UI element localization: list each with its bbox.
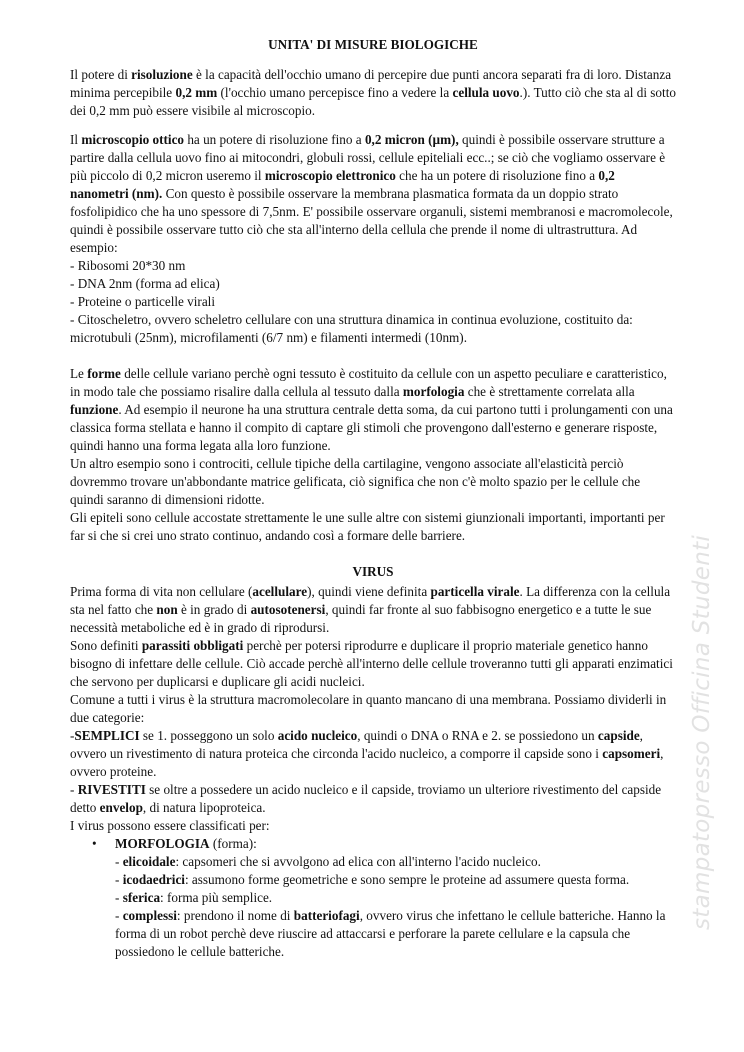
text-run: VIRUS: [352, 564, 394, 579]
paragraph: [70, 637, 676, 691]
paragraph: [70, 691, 676, 727]
text-run: è la capacità dell'occhio umano di percepire due punti ancora separati fra di loro. Distanza minima percepibile: [70, 67, 672, 100]
text-run: -: [70, 782, 78, 797]
text-run: -: [115, 872, 123, 887]
bold-text: autosotenersi: [250, 602, 326, 617]
spacer: [70, 347, 676, 365]
text-run: Il: [70, 132, 82, 147]
paragraph: [70, 131, 676, 257]
text-run: (forma):: [209, 836, 257, 851]
paragraph: [70, 889, 676, 907]
section-heading: [70, 563, 676, 581]
bold-text: acellulare: [252, 584, 308, 599]
text-run: , ovvero virus che infettano le cellule batteriche. Hanno la forma di un robot perchè deve riuscire ad attaccarsi e perforare la parete cellulare e la capsula che possiedono le cellule batteriche.: [115, 908, 666, 959]
watermark: stampatopresso Officina Studenti: [689, 534, 715, 930]
text-run: : capsomeri che si avvolgono ad elica con all'interno l'acido nucleico.: [175, 854, 541, 869]
text-run: Prima forma di vita non cellulare (: [70, 584, 253, 599]
bold-text: non: [156, 602, 178, 617]
text-run: Sono definiti: [70, 638, 142, 653]
text-run: se 1. posseggono un solo: [139, 728, 278, 743]
bold-text: parassiti obbligati: [141, 638, 244, 653]
text-run: , ovvero un rivestimento di natura proteica che circonda l'acido nucleico, a comporre il capside sono i: [70, 728, 643, 761]
bold-text: envelop: [99, 800, 143, 815]
bold-text: sferica: [122, 890, 161, 905]
text-run: -: [70, 728, 75, 743]
bold-text: risoluzione: [131, 67, 193, 82]
text-run: : prendono il nome di: [176, 908, 294, 923]
text-run: perchè per potersi riprodurre e duplicare il proprio materiale genetico hanno bisogno di infettare delle cellule. Ciò accade perchè all'interno delle cellule troveranno tutti gli apparati enzimatici che servono per duplicarsi e duplicare gli acidi nucleici.: [70, 638, 673, 689]
text-run: , di natura lipoproteica.: [142, 800, 266, 815]
bold-text: batteriofagi: [293, 908, 360, 923]
paragraph: [70, 293, 676, 311]
bold-text: acido nucleico: [277, 728, 358, 743]
bold-text: 0,2 mm: [175, 85, 218, 100]
paragraph: [70, 311, 676, 347]
text-run: . La differenza con la cellula sta nel fatto che: [70, 584, 671, 617]
bold-text: SEMPLICI: [74, 728, 140, 743]
text-run: ha un potere di risoluzione fino a: [184, 132, 365, 147]
bold-text: MORFOLOGIA: [115, 836, 210, 851]
bold-text: forme: [87, 366, 121, 381]
text-run: - DNA 2nm (forma ad elica): [70, 276, 220, 291]
paragraph: [70, 727, 676, 781]
text-run: .). Tutto ciò che sta al di sotto dei 0,2 mm può essere visibile al microscopio.: [70, 85, 676, 118]
paragraph: [70, 907, 676, 961]
text-run: : assumono forme geometriche e sono sempre le proteine ad assumere questa forma.: [184, 872, 630, 887]
paragraph: [70, 509, 676, 545]
text-run: che ha un potere di risoluzione fino a: [395, 168, 599, 183]
text-run: -: [115, 908, 123, 923]
bold-text: funzione: [70, 402, 119, 417]
paragraph: [70, 455, 676, 509]
bold-text: microscopio elettronico: [264, 168, 396, 183]
text-run: , quindi far fronte al suo fabbisogno energetico e a tutte le sue necessità metaboliche ed è in grado di riprodursi.: [70, 602, 652, 635]
text-run: Le: [70, 366, 88, 381]
bold-text: capsomeri: [602, 746, 661, 761]
text-run: delle cellule variano perchè ogni tessuto è costituito da cellule con un aspetto peculiare e caratteristico, in modo tale che possiamo risalire dalla cellula al tessuto dalla: [70, 366, 667, 399]
text-run: è in grado di: [177, 602, 251, 617]
text-run: (l'occhio umano percepisce fino a vedere la: [217, 85, 453, 100]
text-run: - Proteine o particelle virali: [70, 294, 216, 309]
bold-text: RIVESTITI: [77, 782, 146, 797]
paragraph: [70, 871, 676, 889]
text-run: - Ribosomi 20*30 nm: [70, 258, 186, 273]
bold-text: microscopio ottico: [81, 132, 185, 147]
document-body: [70, 66, 676, 961]
text-run: -: [115, 854, 123, 869]
text-run: Un altro esempio sono i controciti, cellule tipiche della cartilagine, vengono associate all'elasticità perciò dovremmo trovare un'abbondante matrice gelificata, ciò significa che non c'è molto spazio per le cellule che quindi saranno di dimensioni ridotte.: [70, 456, 641, 507]
paragraph: [70, 257, 676, 275]
text-run: : forma più semplice.: [160, 890, 273, 905]
text-run: se oltre a possedere un acido nucleico e il capside, troviamo un ulteriore rivestimento del capside detto: [70, 782, 662, 815]
paragraph: [70, 66, 676, 120]
bold-text: 0,2 nanometri (nm).: [70, 168, 615, 201]
document-page: [70, 36, 676, 961]
paragraph: [70, 835, 676, 853]
text-run: -: [115, 890, 123, 905]
bold-text: capside: [597, 728, 640, 743]
text-run: . Ad esempio il neurone ha una struttura centrale detta soma, da cui partono tutti i prolungamenti con una classica forma stellata e hanno il compito di captare gli stimoli che provengono dall'esterno e generare risposte, quindi hanno una forma legata alla loro funzione.: [70, 402, 673, 453]
text-run: , ovvero proteine.: [70, 746, 664, 779]
paragraph: [70, 583, 676, 637]
text-run: , quindi o DNA o RNA e 2. se possiedono un: [357, 728, 598, 743]
text-run: ), quindi viene definita: [307, 584, 431, 599]
text-run: che è strettamente correlata alla: [464, 384, 635, 399]
bold-text: particella virale: [430, 584, 520, 599]
bold-text: elicoidale: [122, 854, 176, 869]
paragraph: [70, 781, 676, 817]
text-run: Con questo è possibile osservare la membrana plasmatica formata da un doppio strato fosfolipidico che ha uno spessore di 7,5nm. E' possibile osservare organuli, sistemi membranosi e macromolecole, quindi è possibile osservare tutto ciò che sta all'interno della cellula che prende il nome di ultrastruttura. Ad esempio:: [70, 186, 673, 255]
paragraph: [70, 853, 676, 871]
bullet-icon: •: [92, 836, 97, 851]
text-run: quindi è possibile osservare strutture a partire dalla cellula uovo fino ai mitocondri, globuli rossi, cellule epiteliali ecc..; se ciò che vogliamo osservare è più piccolo di 0,2 micron useremo il: [70, 132, 666, 183]
text-run: I virus possono essere classificati per:: [70, 818, 270, 833]
bold-text: cellula uovo: [452, 85, 520, 100]
bold-text: icodaedrici: [122, 872, 185, 887]
paragraph: [70, 365, 676, 455]
text-run: Comune a tutti i virus è la struttura macromolecolare in quanto mancano di una membrana. Possiamo dividerli in due categorie:: [70, 692, 667, 725]
text-run: - Citoscheletro, ovvero scheletro cellulare con una struttura dinamica in continua evoluzione, costituito da: microtubuli (25nm), microfilamenti (6/7 nm) e filamenti intermedi (10nm).: [70, 312, 633, 345]
paragraph: [70, 817, 676, 835]
page-title: UNITA' DI MISURE BIOLOGICHE: [268, 37, 478, 52]
paragraph: [70, 275, 676, 293]
bold-text: complessi: [122, 908, 177, 923]
bold-text: 0,2 micron (µm),: [364, 132, 459, 147]
text-run: Il potere di: [70, 67, 132, 82]
bold-text: morfologia: [402, 384, 465, 399]
text-run: Gli epiteli sono cellule accostate strettamente le une sulle altre con sistemi giunzionali importanti, importanti per far si che si crei uno strato continuo, andando così a formare delle barriere.: [70, 510, 665, 543]
